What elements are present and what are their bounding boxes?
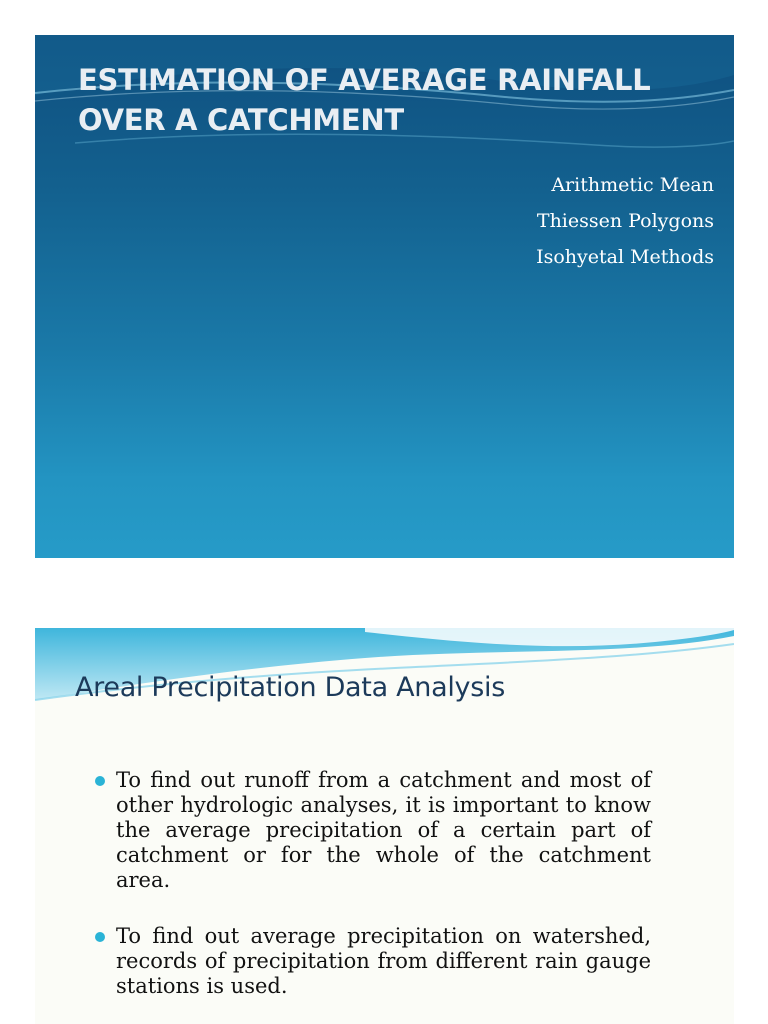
- method-list: [536, 167, 714, 275]
- list-item: [95, 768, 651, 893]
- list-item: Thiessen Polygons: [536, 210, 714, 232]
- list-item: Arithmetic Mean: [551, 174, 714, 196]
- title-slide: [35, 35, 734, 558]
- slide1-title: ESTIMATION OF AVERAGE RAINFALL OVER A CATCHMENT: [78, 63, 651, 137]
- bullet-text: To find out average precipitation on watershed, records of precipitation from different rain gauge stations is used.: [116, 924, 651, 998]
- bullet-list: [95, 768, 651, 1024]
- list-item: [95, 924, 651, 999]
- bullet-icon: [95, 776, 105, 786]
- content-slide: [35, 628, 734, 1024]
- slide2-title: Areal Precipitation Data Analysis: [75, 672, 505, 703]
- bullet-text: To find out runoff from a catchment and most of other hydrologic analyses, it is important to know the average precipitation of a certain part of catchment or for the whole of the catchment area.: [116, 768, 651, 892]
- bullet-icon: [95, 932, 105, 942]
- list-item: Isohyetal Methods: [536, 246, 714, 268]
